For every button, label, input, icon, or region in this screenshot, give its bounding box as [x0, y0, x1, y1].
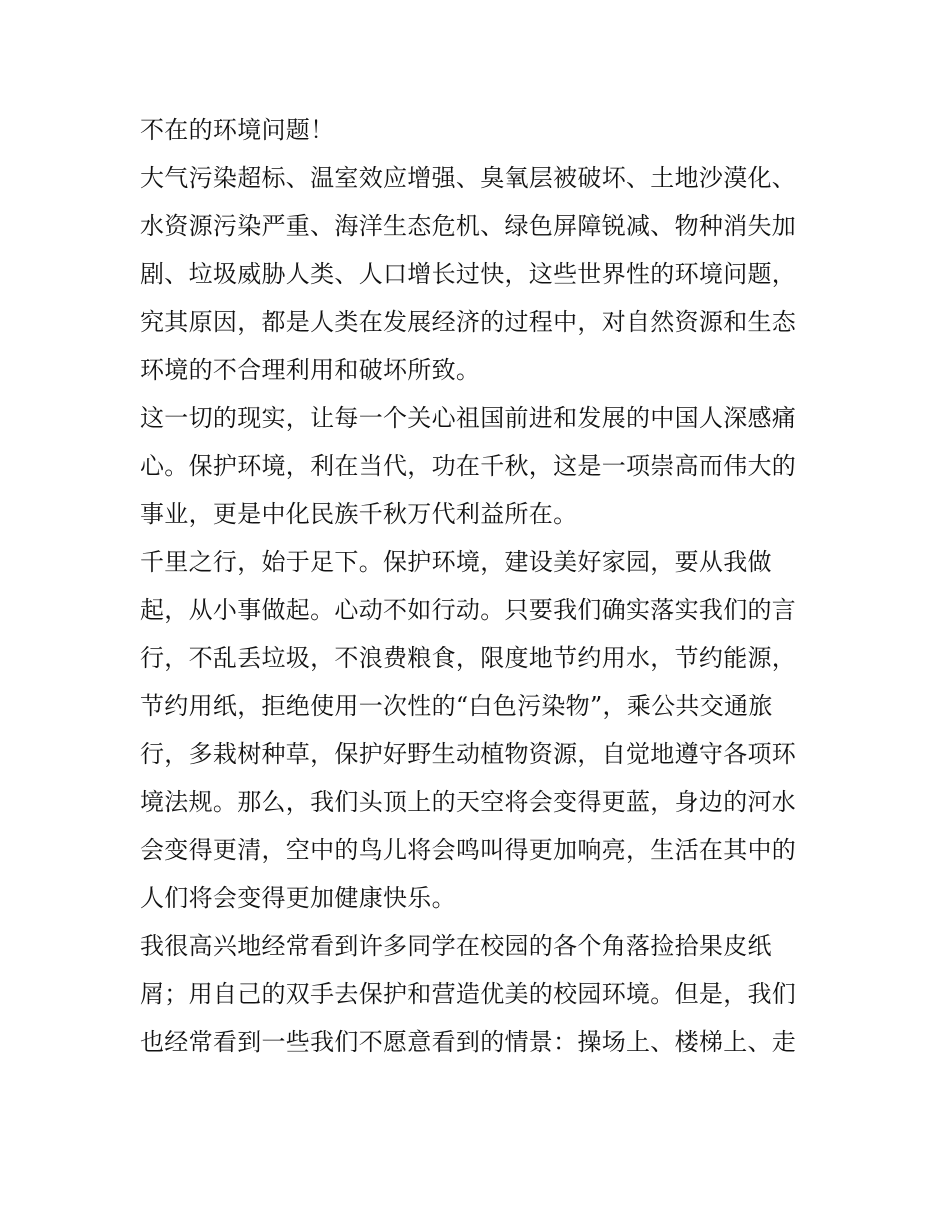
text-line: 不在的环境问题！: [140, 116, 335, 144]
text-line: 行，多栽树种草，保护好野生动植物资源，自觉地遵守各项环: [140, 740, 797, 768]
text-line: 这一切的现实，让每一个关心祖国前进和发展的中国人深感痛: [140, 404, 797, 432]
text-line: 节约用纸，拒绝使用一次性的“白色污染物”，乘公共交通旅: [140, 692, 773, 720]
text-line: 千里之行，始于足下。保护环境，建设美好家园，要从我做: [140, 548, 772, 576]
text-line: 起，从小事做起。心动不如行动。只要我们确实落实我们的言: [140, 596, 797, 624]
text-line: 我很高兴地经常看到许多同学在校园的各个角落捡拾果皮纸: [140, 932, 772, 960]
text-line: 也经常看到一些我们不愿意看到的情景：操场上、楼梯上、走: [140, 1028, 797, 1056]
text-line: 人们将会变得更加健康快乐。: [140, 884, 456, 912]
text-line: 水资源污染严重、海洋生态危机、绿色屏障锐减、物种消失加: [140, 212, 797, 240]
text-line: 心。保护环境，利在当代，功在千秋，这是一项崇高而伟大的: [140, 452, 797, 480]
text-line: 剧、垃圾威胁人类、人口增长过快，这些世界性的环境问题，: [140, 260, 797, 288]
body-text: [140, 106, 820, 1066]
text-line: 环境的不合理利用和破坏所致。: [140, 356, 481, 384]
text-line: 究其原因，都是人类在发展经济的过程中，对自然资源和生态: [140, 308, 797, 336]
text-line: 屑；用自己的双手去保护和营造优美的校园环境。但是，我们: [140, 980, 797, 1008]
text-line: 大气污染超标、温室效应增强、臭氧层被破坏、土地沙漠化、: [140, 164, 797, 192]
text-line: 会变得更清，空中的鸟儿将会鸣叫得更加响亮，生活在其中的: [140, 836, 797, 864]
text-line: 事业，更是中化民族千秋万代利益所在。: [140, 500, 578, 528]
text-line: 境法规。那么，我们头顶上的天空将会变得更蓝，身边的河水: [140, 788, 797, 816]
text-line: 行，不乱丢垃圾，不浪费粮食，限度地节约用水，节约能源，: [140, 644, 797, 672]
